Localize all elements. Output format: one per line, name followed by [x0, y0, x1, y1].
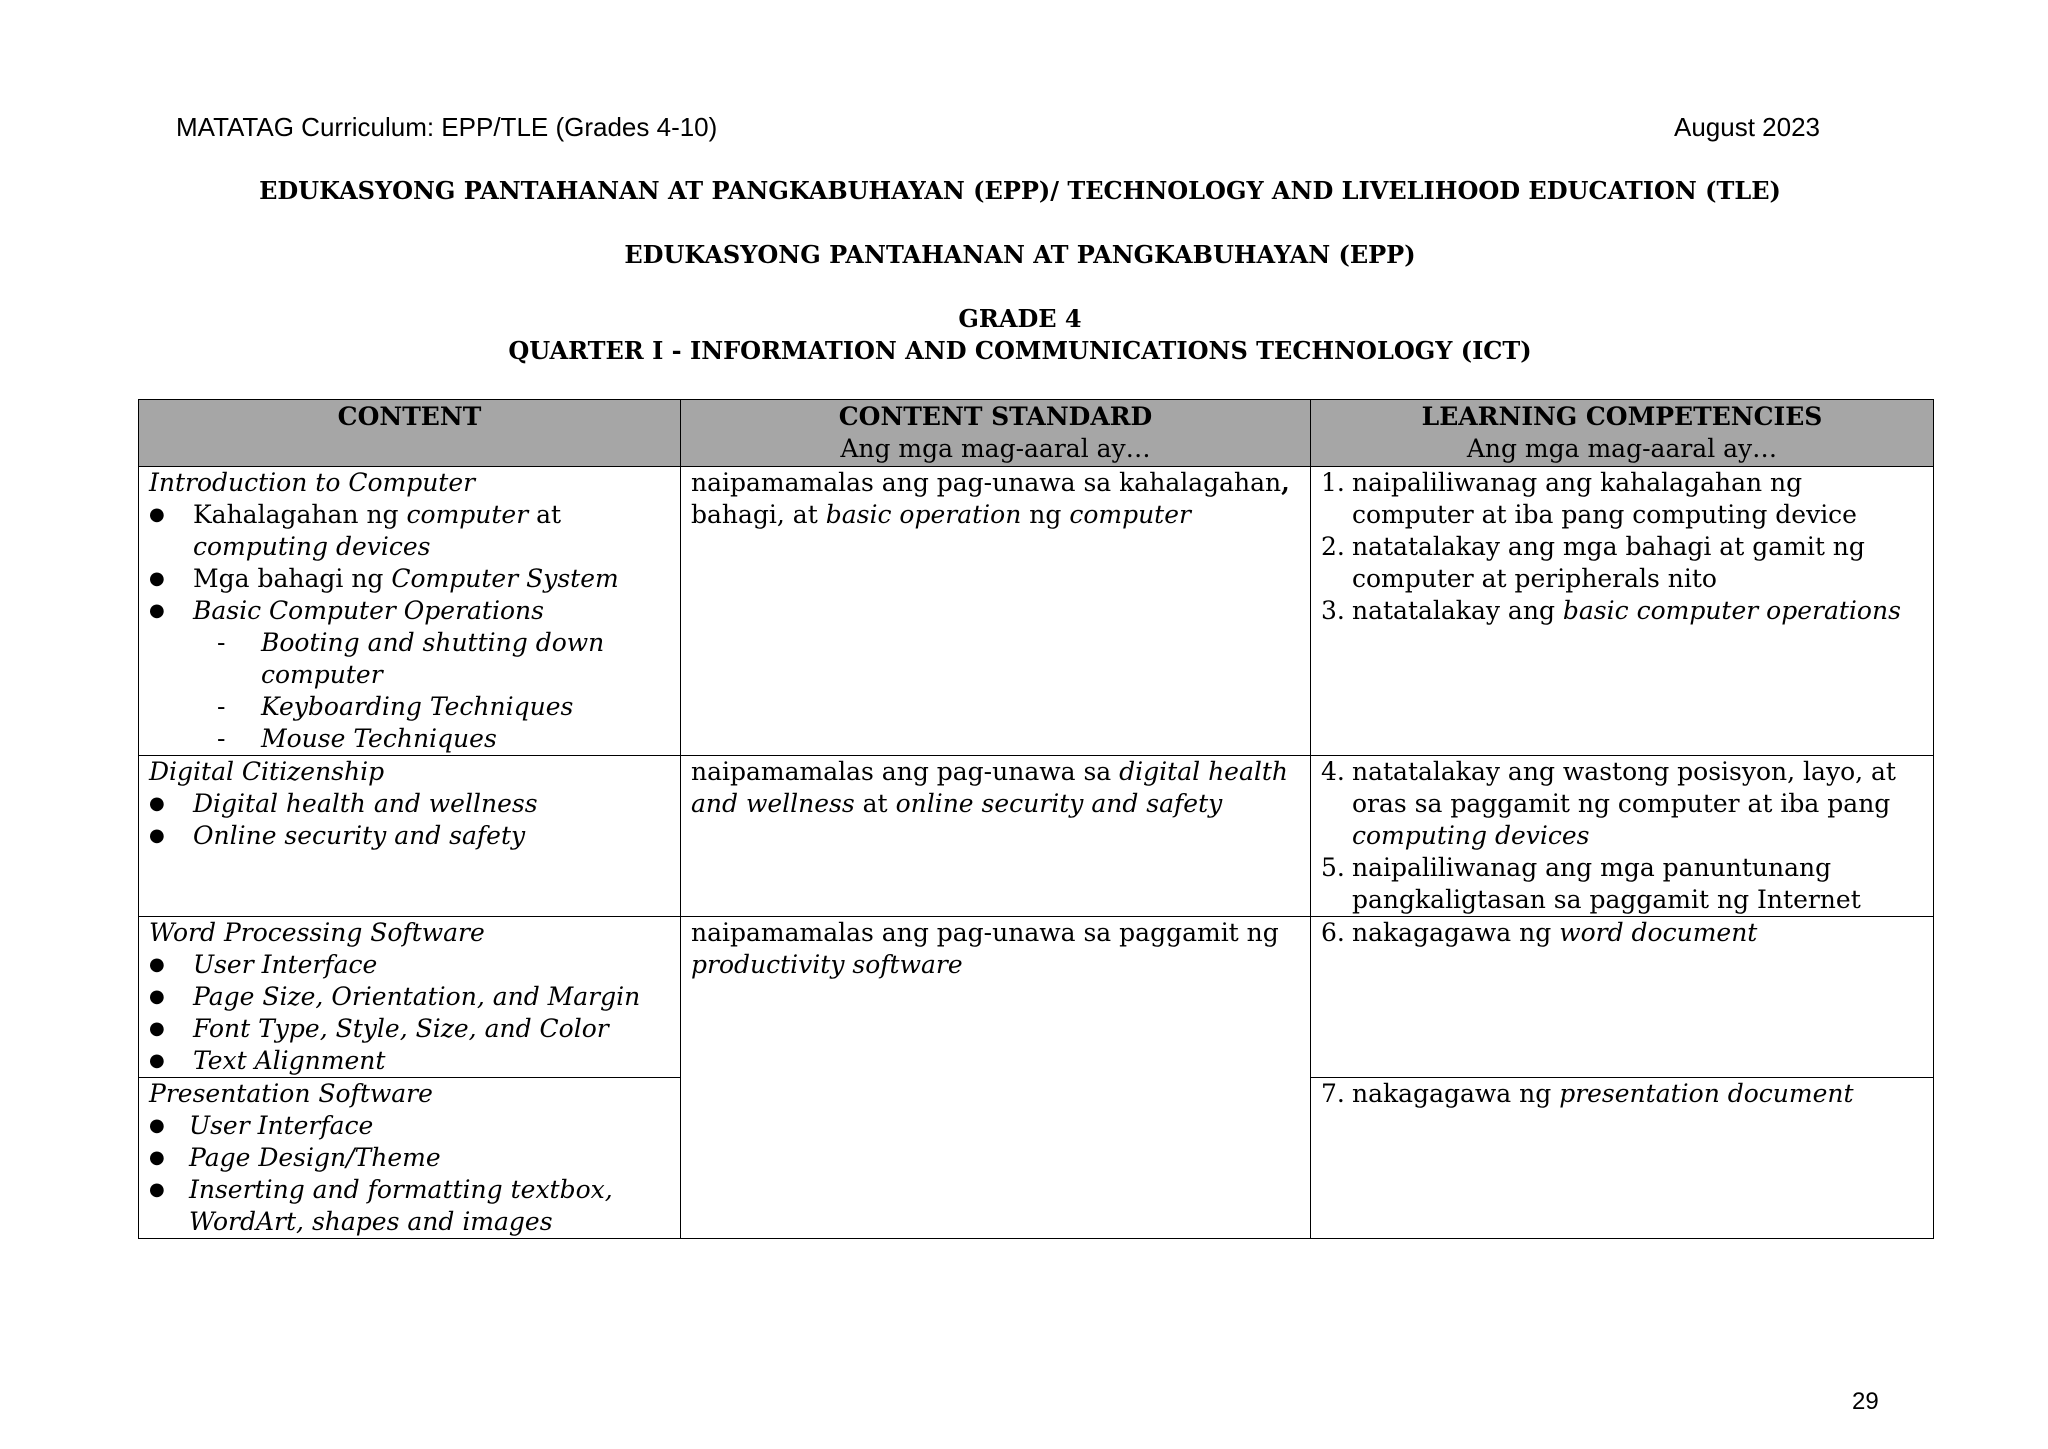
content-cell: [139, 467, 681, 756]
text: online security and safety: [895, 789, 1223, 818]
content-cell: [139, 756, 681, 917]
table-row: [139, 756, 1934, 917]
text: at: [528, 500, 562, 529]
competency-number: 2.: [1321, 532, 1345, 561]
competency-number: 7.: [1321, 1079, 1345, 1108]
content-title: Digital Citizenship: [149, 757, 385, 786]
list-item: [149, 563, 670, 595]
text: computer: [1069, 500, 1191, 529]
header-standard-label: CONTENT STANDARD: [838, 402, 1153, 431]
standard-cell: [681, 467, 1311, 756]
list-item: ● User Interface: [149, 949, 670, 981]
competency-text: basic computer operations: [1562, 596, 1901, 625]
grade-title: GRADE 4: [958, 304, 1082, 333]
content-title: Presentation Software: [149, 1079, 433, 1108]
text: basic operation: [825, 500, 1022, 529]
text: Kahalagahan ng: [193, 500, 407, 529]
content-bullets: [149, 788, 670, 852]
competency-text: natatalakay ang wastong posisyon, layo, at oras sa paggamit ng computer at iba pang: [1352, 757, 1896, 818]
competency-item: [1321, 917, 1923, 949]
competency-item: [1321, 595, 1923, 627]
competency-text: presentation document: [1559, 1079, 1854, 1108]
competency-text: naipaliliwanag ang mga panuntunang pangkaligtasan sa paggamit ng Internet: [1352, 853, 1861, 914]
text: Mga bahagi ng: [193, 564, 392, 593]
text: digital health and wellness: [691, 757, 1289, 818]
header-content-standard: [681, 400, 1311, 467]
content-title: Word Processing Software: [149, 918, 485, 947]
competency-item: [1321, 531, 1923, 595]
list-item: - Mouse Techniques: [217, 723, 670, 755]
list-item: ● Digital health and wellness: [149, 788, 670, 820]
competencies-cell: [1311, 756, 1934, 917]
header-learning-competencies: [1311, 400, 1934, 467]
page-number: 29: [1852, 1388, 1879, 1415]
competency-number: 5.: [1321, 853, 1345, 882]
document-header-date: August 2023: [1673, 112, 1820, 142]
list-item: - Keyboarding Techniques: [217, 691, 670, 723]
text: productivity software: [691, 950, 963, 979]
list-item: ● User Interface: [149, 1110, 670, 1142]
list-item: [149, 499, 670, 563]
competency-item: [1321, 852, 1923, 916]
competency-list: [1321, 1078, 1923, 1110]
content-subitems: [149, 627, 670, 755]
text: bahagi, at: [691, 500, 826, 529]
document-title: EDUKASYONG PANTAHANAN AT PANGKABUHAYAN (EPP)/ TECHNOLOGY AND LIVELIHOOD EDUCATION (TLE): [259, 176, 1781, 205]
competency-text: naipaliliwanag ang kahalagahan ng computer at iba pang computing device: [1352, 468, 1857, 529]
competency-text: word document: [1559, 918, 1758, 947]
text: Computer System: [391, 564, 619, 593]
header-content-label: CONTENT: [337, 402, 482, 431]
table-row: [139, 467, 1934, 756]
subject-title: EDUKASYONG PANTAHANAN AT PANGKABUHAYAN (EPP): [624, 240, 1416, 269]
content-bullets: [149, 499, 670, 627]
content-bullets: [149, 949, 670, 1077]
content-title: Introduction to Computer: [149, 468, 476, 497]
list-item: ● Page Design/Theme: [149, 1142, 670, 1174]
competency-list: [1321, 467, 1923, 627]
text: computer: [406, 500, 529, 529]
quarter-title: QUARTER I - INFORMATION AND COMMUNICATIONS TECHNOLOGY (ICT): [508, 336, 1532, 365]
competency-text: natatalakay ang mga bahagi at gamit ng computer at peripherals nito: [1352, 532, 1865, 593]
document-header-left: MATATAG Curriculum: EPP/TLE (Grades 4-10): [176, 112, 718, 142]
table-header-row: [139, 400, 1934, 467]
curriculum-table: [138, 399, 1934, 1239]
competency-item: [1321, 756, 1923, 852]
competency-text: computing devices: [1352, 821, 1590, 850]
text: naipamamalas ang pag-unawa sa kahalagahan: [691, 468, 1282, 497]
text: at: [854, 789, 896, 818]
header-competencies-label: LEARNING COMPETENCIES: [1421, 402, 1823, 431]
competencies-cell: [1311, 467, 1934, 756]
list-item: ● Basic Computer Operations: [149, 595, 670, 627]
competency-text: nakagagawa ng: [1352, 918, 1560, 947]
competencies-cell: [1311, 1078, 1934, 1239]
competencies-cell: [1311, 917, 1934, 1078]
competency-item: [1321, 1078, 1923, 1110]
standard-cell: [681, 756, 1311, 917]
competency-list: [1321, 756, 1923, 916]
content-cell: [139, 917, 681, 1078]
list-item: - Booting and shutting down computer: [217, 627, 670, 691]
text: naipamamalas ang pag-unawa sa paggamit ng: [691, 918, 1279, 947]
content-bullets: [149, 1110, 670, 1238]
competency-text: natatalakay ang: [1352, 596, 1563, 625]
content-cell: [139, 1078, 681, 1239]
header-competencies-sub: Ang mga mag-aaral ay…: [1466, 434, 1778, 463]
list-item: ● Inserting and formatting textbox, WordArt, shapes and images: [149, 1174, 670, 1238]
competency-list: [1321, 917, 1923, 949]
text: ng: [1021, 500, 1070, 529]
list-item: ● Page Size, Orientation, and Margin: [149, 981, 670, 1013]
competency-number: 1.: [1321, 468, 1345, 497]
text: ,: [1281, 468, 1290, 497]
list-item: ● Font Type, Style, Size, and Color: [149, 1013, 670, 1045]
header-content: [139, 400, 681, 467]
competency-number: 4.: [1321, 757, 1345, 786]
text: naipamamalas ang pag-unawa sa: [691, 757, 1120, 786]
text: computing devices: [193, 532, 431, 561]
competency-item: [1321, 467, 1923, 531]
list-item: ● Online security and safety: [149, 820, 670, 852]
table-row: [139, 917, 1934, 1078]
competency-text: nakagagawa ng: [1352, 1079, 1560, 1108]
standard-cell: [681, 917, 1311, 1239]
header-standard-sub: Ang mga mag-aaral ay…: [840, 434, 1151, 463]
list-item: ● Text Alignment: [149, 1045, 670, 1077]
competency-number: 3.: [1321, 596, 1345, 625]
competency-number: 6.: [1321, 918, 1345, 947]
